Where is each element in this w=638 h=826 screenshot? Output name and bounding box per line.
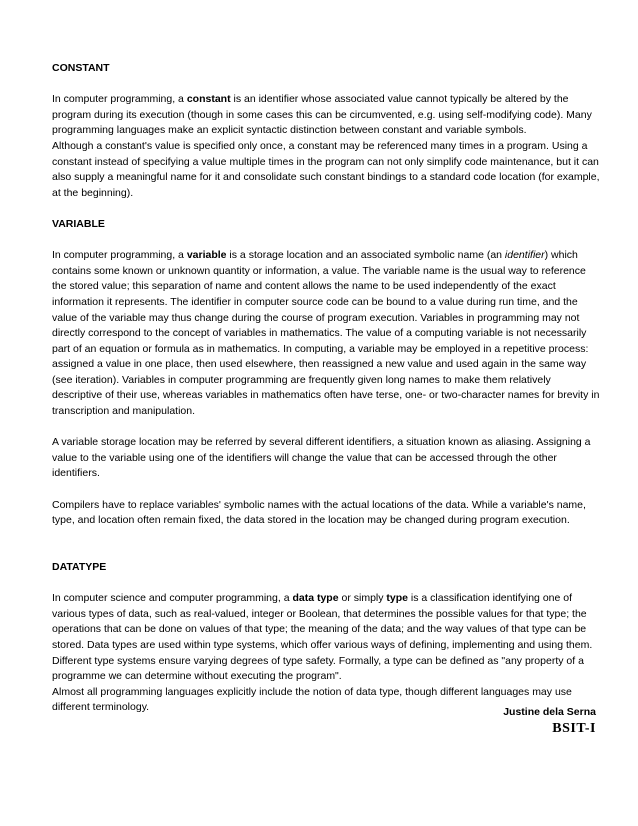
variable-paragraph-2: A variable storage location may be referred by several different identifiers, a situation known as aliasing. Assigning a value to the variable using one of the identifiers will change the value that can be accessed through the other identifiers. <box>52 436 591 480</box>
datatype-paragraph-2: Almost all programming languages explicitly include the notion of data type, though different languages may use different terminology. <box>52 685 572 714</box>
type-term: type <box>386 592 408 605</box>
variable-heading: VARIABLE <box>52 217 105 230</box>
variable-section <box>52 217 600 529</box>
datatype-heading: DATATYPE <box>52 561 107 573</box>
data-type-term: data type <box>292 592 339 605</box>
author-name: Justine dela Serna <box>503 706 596 718</box>
constant-paragraph-2: Although a constant's value is specified only once, a constant may be referenced many times in a program. Using a constant instead of specifying a value multiple times in the program can not only simplify code maintenance, but it can also supply a meaningful name for it and consolidate such constant bindings to a standard code location (for example, at the beginning). <box>52 139 600 199</box>
constant-paragraph-1: In computer programming, a constant is an identifier whose associated value cannot typically be altered by the program during its execution (though in some cases this can be circumvented, e.g. using self-modifying code). Many programming languages make an explicit syntactic distinction between constant and variable symbols. <box>52 93 592 137</box>
author-course: BSIT-I <box>552 721 596 736</box>
datatype-section <box>52 560 600 716</box>
constant-section <box>52 61 600 201</box>
variable-term: variable <box>186 249 227 262</box>
document-body <box>52 61 600 716</box>
constant-term: constant <box>186 93 231 106</box>
identifier-term: identifier <box>504 249 545 262</box>
datatype-paragraph-1: In computer science and computer programming, a data type or simply type is a classification identifying one of various types of data, such as real-valued, integer or Boolean, that determines the possible values for that type; the operations that can be done on values of that type; the meaning of the data; and the way values of that type can be stored. Data types are used within type systems, which offer various ways of defining, implementing and using them. Different type systems ensure varying degrees of type safety. Formally, a type can be defined as "any property of a programme we can determine without executing the program". <box>52 592 593 683</box>
constant-heading: CONSTANT <box>52 62 110 74</box>
signature-block <box>503 705 596 738</box>
variable-paragraph-3: Compilers have to replace variables' symbolic names with the actual locations of the data. While a variable's name, type, and location often remain fixed, the data stored in the location may be changed during program execution. <box>52 498 586 527</box>
variable-paragraph-1: In computer programming, a variable is a storage location and an associated symbolic name (an identifier) which contains some known or unknown quantity or information, a value. The variable name is the usual way to reference the stored value; this separation of name and content allows the name to be used independently of the exact information it represents. The identifier in computer source code can be bound to a value during run time, and the value of the variable may thus change during the course of program execution. Variables in programming may not directly correspond to the concept of variables in mathematics. The value of a computing variable is not necessarily part of an equation or formula as in mathematics. In computing, a variable may be employed in a repetitive process: assigned a value in one place, then used elsewhere, then reassigned a new value and used again in the same way (see iteration). Variables in computer programming are frequently given long names to make them relatively descriptive of their use, whereas variables in mathematics often have terse, one- or two-character names for brevity in transcription and manipulation. <box>52 249 600 418</box>
